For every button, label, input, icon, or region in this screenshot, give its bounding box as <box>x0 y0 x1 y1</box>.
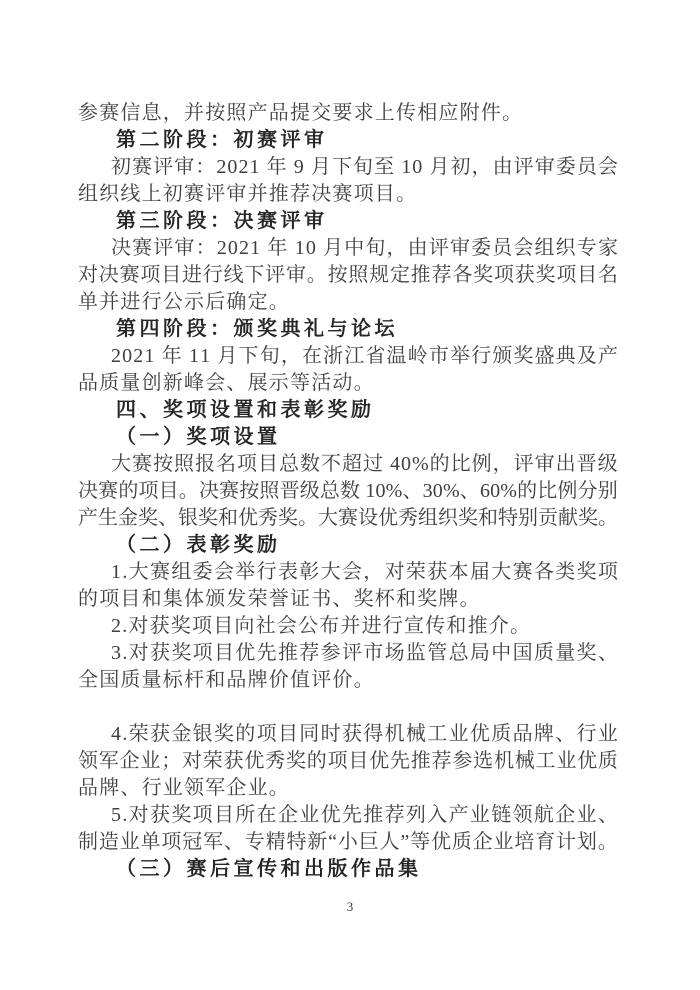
text-line: 2 0 2 1 年 1 1 月 下 旬 ， 在 浙 江 省 温 岭 市 举 行 颁 奖 盛 典 及 产 <box>111 345 618 367</box>
heading-line: 第三阶段：决赛评审 <box>116 210 328 232</box>
text-line: 4 . 荣 获 金 银 奖 的 项 目 同 时 获 得 机 械 工 业 优 质 品 牌 、 行 业 <box>111 723 618 745</box>
heading-line: （二）表彰奖励 <box>116 534 281 556</box>
document-content <box>78 100 618 883</box>
heading-line: 四、奖项设置和表彰奖励 <box>116 399 375 421</box>
text-line: 初 赛 评 审 ： 2 0 2 1 年 9 月 下 旬 至 1 0 月 初 ， 由 评 审 委 员 会 <box>111 156 618 178</box>
blank-line <box>78 694 618 721</box>
text-line: 品牌、行业领军企业。 <box>78 777 290 799</box>
heading-line: （三）赛后宣传和出版作品集 <box>116 858 422 880</box>
text-line: 制 造 业 单 项 冠 军 、 专 精 特 新 “ 小 巨 人 ” 等 优 质 企 业 培 育 计 划 。 <box>78 831 618 853</box>
text-line: 5 . 对 获 奖 项 目 所 在 企 业 优 先 推 荐 列 入 产 业 链 领 航 企 业 、 <box>111 804 618 826</box>
text-line: 决 赛 的 项 目 。 决 赛 按 照 晋 级 总 数 1 0 % 、 3 0 % 、 6 0 % 的 比 例 分 别 <box>78 480 618 502</box>
text-line: 参赛信息，并按照产品提交要求上传相应附件。 <box>78 102 524 124</box>
text-line: 1 . 大 赛 组 委 会 举 行 表 彰 大 会 ， 对 荣 获 本 届 大 赛 各 类 奖 项 <box>111 561 618 583</box>
text-line: 单并进行公示后确定。 <box>78 291 290 313</box>
text-line: 决 赛 评 审 ： 2 0 2 1 年 1 0 月 中 旬 ， 由 评 审 委 员 会 组 织 专 家 <box>111 237 618 259</box>
text-line: 的项目和集体颁发荣誉证书、奖杯和奖牌。 <box>78 588 481 610</box>
text-line: 领 军 企 业 ； 对 荣 获 优 秀 奖 的 项 目 优 先 推 荐 参 选 机 械 工 业 优 质 <box>78 750 618 772</box>
page-footer <box>0 898 700 916</box>
heading-line: 第二阶段：初赛评审 <box>116 129 328 151</box>
heading-line: （一）奖项设置 <box>116 426 281 448</box>
heading-line: 第四阶段：颁奖典礼与论坛 <box>116 318 398 340</box>
text-line: 2.对获奖项目向社会公布并进行宣传和推介。 <box>111 615 532 637</box>
text-line: 组织线上初赛评审并推荐决赛项目。 <box>78 183 418 205</box>
text-line: 3 . 对 获 奖 项 目 优 先 推 荐 参 评 市 场 监 管 总 局 中 国 质 量 奖 、 <box>111 642 618 664</box>
text-line: 产 生 金 奖 、 银 奖 和 优 秀 奖 。 大 赛 设 优 秀 组 织 奖 和 特 别 贡 献 奖 。 <box>78 507 618 529</box>
text-line: 品质量创新峰会、展示等活动。 <box>78 372 375 394</box>
page-number: 3 <box>346 899 354 914</box>
text-line: 对 决 赛 项 目 进 行 线 下 评 审 。 按 照 规 定 推 荐 各 奖 项 获 奖 项 目 名 <box>78 264 618 286</box>
text-line: 大 赛 按 照 报 名 项 目 总 数 不 超 过 4 0 % 的 比 例 ， 评 审 出 晋 级 <box>111 453 618 475</box>
text-line: 全国质量标杆和品牌价值评价。 <box>78 669 375 691</box>
